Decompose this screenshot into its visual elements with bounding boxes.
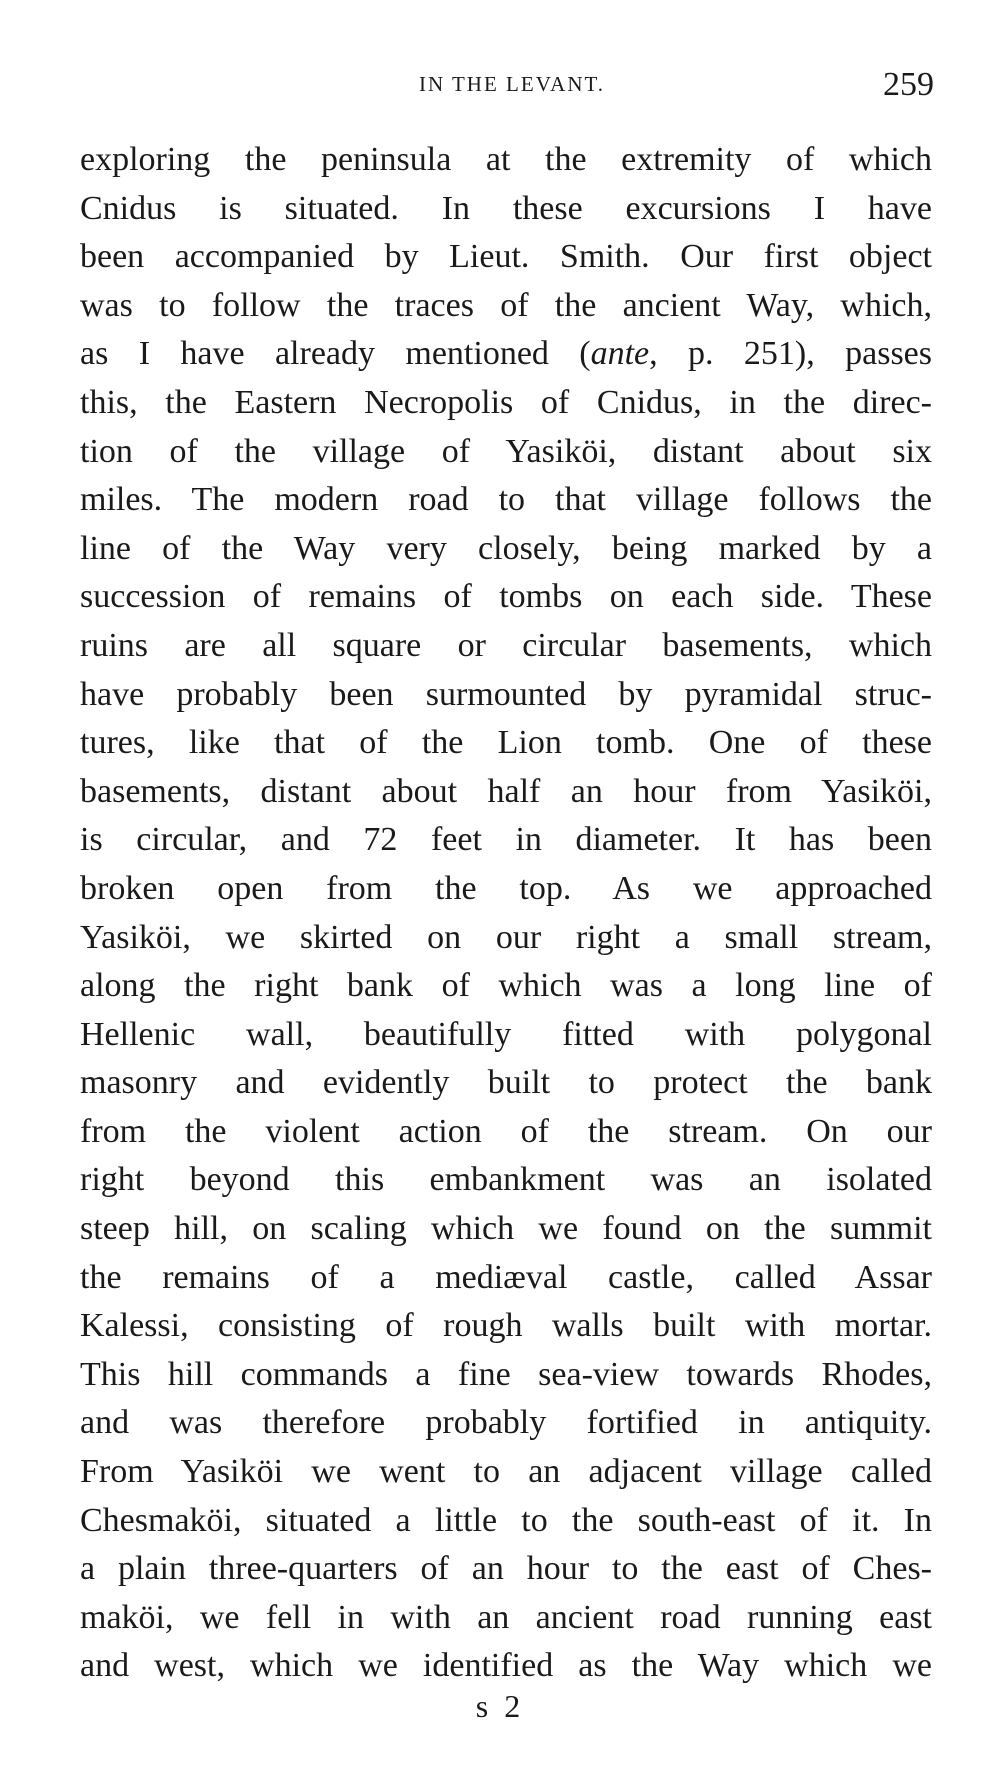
text-segment: the remains of a mediæval castle, called Assar: [80, 1258, 932, 1296]
text-line: [80, 1642, 932, 1691]
text-line: [80, 185, 932, 234]
text-segment: from the violent action of the stream. On our: [80, 1112, 932, 1150]
text-line: [80, 525, 932, 574]
text-line: [80, 816, 932, 865]
text-line: [80, 1497, 932, 1546]
text-segment: Hellenic wall, beautifully fitted with polygonal: [80, 1015, 932, 1053]
text-line: [80, 865, 932, 914]
text-segment: Cnidus is situated. In these excursions I have: [80, 189, 932, 227]
text-segment: and west, which we identified as the Way which we: [80, 1647, 932, 1685]
text-segment: Kalessi, consisting of rough walls built with mortar.: [80, 1307, 932, 1345]
text-line: [80, 1399, 932, 1448]
text-line: [80, 1594, 932, 1643]
text-segment: basements, distant about half an hour from Yasiköi,: [80, 772, 932, 810]
text-segment: , p. 251), passes: [649, 335, 932, 373]
text-segment: right beyond this embankment was an isolated: [80, 1161, 932, 1199]
text-line: [80, 573, 932, 622]
text-segment: steep hill, on scaling which we found on the summit: [80, 1210, 932, 1248]
text-line: [80, 671, 932, 720]
body-text: [80, 136, 932, 1691]
text-segment: a plain three-quarters of an hour to the east of Ches-: [80, 1550, 932, 1588]
text-line: [80, 622, 932, 671]
text-segment: succession of remains of tombs on each side. These: [80, 578, 932, 616]
text-segment: Chesmaköi, situated a little to the south-east of it. In: [80, 1501, 932, 1539]
text-segment: was to follow the traces of the ancient Way, which,: [80, 286, 932, 324]
text-segment: been accompanied by Lieut. Smith. Our first object: [80, 238, 932, 276]
text-segment: as I have already mentioned (: [80, 335, 591, 373]
text-segment: This hill commands a fine sea-view towards Rhodes,: [80, 1355, 932, 1393]
text-segment: From Yasiköi we went to an adjacent village called: [80, 1453, 932, 1491]
text-line: [80, 330, 932, 379]
text-line: [80, 1011, 932, 1060]
text-segment: masonry and evidently built to protect the bank: [80, 1064, 932, 1102]
page-number: 259: [883, 66, 934, 103]
text-segment: Yasiköi, we skirted on our right a small stream,: [80, 918, 932, 956]
text-segment: is circular, and 72 feet in diameter. It has been: [80, 821, 932, 859]
signature-mark: s 2: [475, 1688, 525, 1724]
text-line: [80, 1448, 932, 1497]
text-segment: exploring the peninsula at the extremity of which: [80, 141, 932, 178]
text-line: [80, 1156, 932, 1205]
text-line: [80, 1351, 932, 1400]
text-line: [80, 1302, 932, 1351]
text-line: [80, 1545, 932, 1594]
text-line: [80, 1205, 932, 1254]
text-segment: and was therefore probably fortified in antiquity.: [80, 1404, 932, 1442]
text-segment: tures, like that of the Lion tomb. One of these: [80, 724, 932, 762]
text-segment: tion of the village of Yasiköi, distant about six: [80, 432, 932, 470]
text-segment: ruins are all square or circular basements, which: [80, 626, 932, 664]
text-line: [80, 962, 932, 1011]
text-segment: have probably been surmounted by pyramidal struc-: [80, 675, 932, 713]
text-line: [80, 282, 932, 331]
text-line: [80, 476, 932, 525]
text-line: [80, 1108, 932, 1157]
text-line: [80, 379, 932, 428]
italic-text-segment: ante: [590, 335, 650, 373]
text-line: [80, 1059, 932, 1108]
text-line: [80, 914, 932, 963]
text-line: [80, 1254, 932, 1303]
text-segment: maköi, we fell in with an ancient road running east: [80, 1598, 932, 1636]
text-segment: along the right bank of which was a long line of: [80, 967, 932, 1005]
text-segment: miles. The modern road to that village follows the: [80, 481, 932, 519]
text-line: [80, 233, 932, 282]
text-line: [80, 136, 932, 185]
text-line: [80, 428, 932, 477]
text-segment: line of the Way very closely, being marked by a: [80, 529, 932, 567]
text-line: [80, 768, 932, 817]
text-segment: broken open from the top. As we approached: [80, 869, 932, 907]
text-line: [80, 719, 932, 768]
running-title: IN THE LEVANT.: [418, 72, 606, 96]
running-head: [90, 66, 934, 106]
text-segment: this, the Eastern Necropolis of Cnidus, in the direc-: [80, 383, 932, 421]
